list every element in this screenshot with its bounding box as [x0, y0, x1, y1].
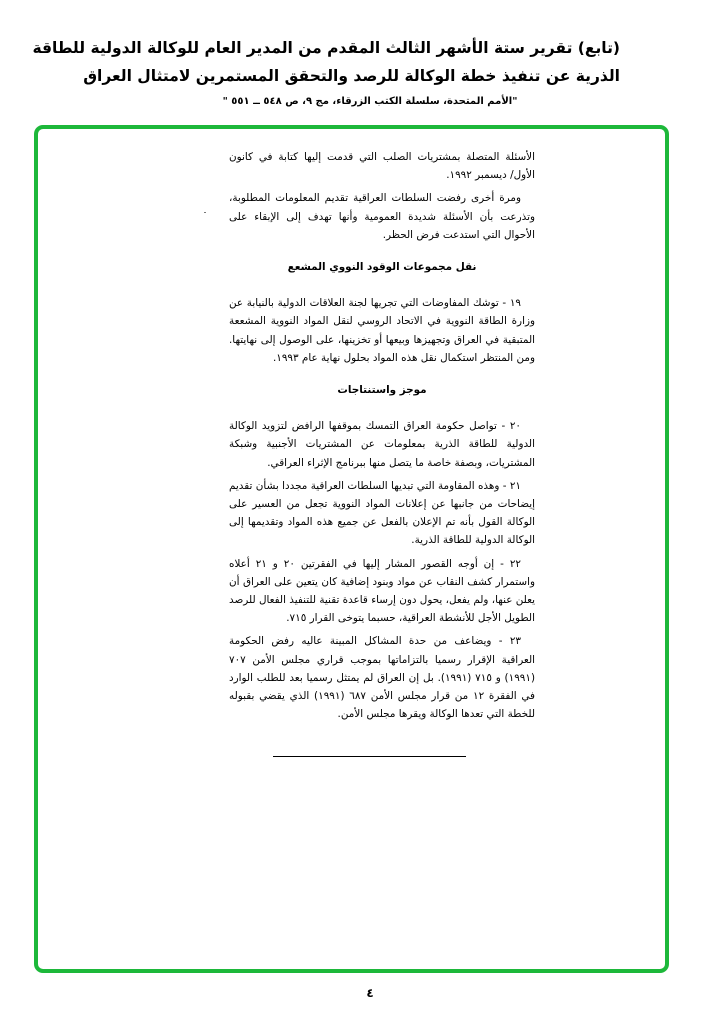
paragraph-continuation: الأسئلة المتصلة بمشتريات الصلب التي قدمت إليها كتابة في كانون الأول/ ديسمبر ١٩٩٢.: [229, 151, 535, 182]
page-number: ٤: [366, 986, 374, 1000]
section-heading-fuel-transfer: نقل مجموعات الوقود النووي المشعع: [287, 261, 477, 274]
header-source-citation: "الأمم المتحدة، سلسلة الكتب الزرقاء، مج ٩، ص ٥٤٨ ــ ٥٥١ ": [222, 96, 518, 107]
scan-speck: [204, 212, 206, 213]
paragraph-refusal: ومرة أخرى رفضت السلطات العراقية تقديم المعلومات المطلوبة، وتذرعت بأن الأسئلة شديدة العمومية وأنها تهدف إلى الإبقاء على الأحوال التي استدعت فرض الحظر.: [229, 192, 535, 241]
header-title-line-2: الذرية عن تنفيذ خطة الوكالة للرصد والتحقق المستمرين لامتثال العراق: [83, 67, 620, 85]
header-title-line-1: (تابع) تقرير ستة الأشهر الثالث المقدم من المدير العام للوكالة الدولية للطاقة: [32, 39, 620, 57]
document-body: [229, 148, 535, 728]
section-heading-summary: موجز واستنتاجات: [337, 384, 427, 397]
end-separator-line: [273, 756, 466, 757]
document-header: [32, 34, 620, 112]
paragraph-23: ٢٣ - ويضاعف من حدة المشاكل المبينة عاليه رفض الحكومة العراقية الإقرار رسميا بالتزاماتها بموجب قراري مجلس الأمن ٧٠٧ (١٩٩١) و ٧١٥ (١٩٩١). بل إن العراق لم يمتثل رسميا بعد للطلب الوارد في الفقرة ١٢ من قرار مجلس الأمن ٦٨٧ (١٩٩١) الذي يقضي بقبوله للخطة التي تعدها الوكالة ويقرها مجلس الأمن.: [229, 635, 536, 721]
paragraph-21: ٢١ - وهذه المقاومة التي تبديها السلطات العراقية مجددا بشأن تقديم إيضاحات من جانبها عن إعلانات المواد النووية تجعل من العسير على الوكالة القول بأنه تم الإعلان بالفعل عن جميع هذه المواد وتقديمها إلى الوكالة الدولية للطاقة الذرية.: [229, 479, 535, 547]
paragraph-22: ٢٢ - إن أوجه القصور المشار إليها في الفقرتين ٢٠ و ٢١ أعلاه واستمرار كشف النقاب عن مواد وبنود إضافية كان يتعين على العراق أن يعلن عنها، ولم يفعل، يحول دون إرساء قاعدة تقنية للتنفيذ الفعال للرصد الطويل الأجل للأنشطة العراقية، حسبما يتوخى القرار ٧١٥.: [229, 557, 535, 625]
paragraph-19: ١٩ - توشك المفاوضات التي تجريها لجنة العلاقات الدولية بالنيابة عن وزارة الطاقة النووية في الاتحاد الروسي لنقل المواد النووية المشععة المتبقية في العراق وتجهيزها وبيعها أو تخزينها، على الوصول إلى نهايتها. ومن المنتظر استكمال نقل هذه المواد بحلول نهاية عام ١٩٩٣.: [229, 297, 535, 364]
paragraph-20: ٢٠ - تواصل حكومة العراق التمسك بموقفها الرافض لتزويد الوكالة الدولية للطاقة الذرية بمعلومات عن المشتريات الأجنبية وشبكة المشتريات، وبصفة خاصة ما يتصل منها ببرنامج الإثراء العراقي.: [229, 420, 535, 469]
